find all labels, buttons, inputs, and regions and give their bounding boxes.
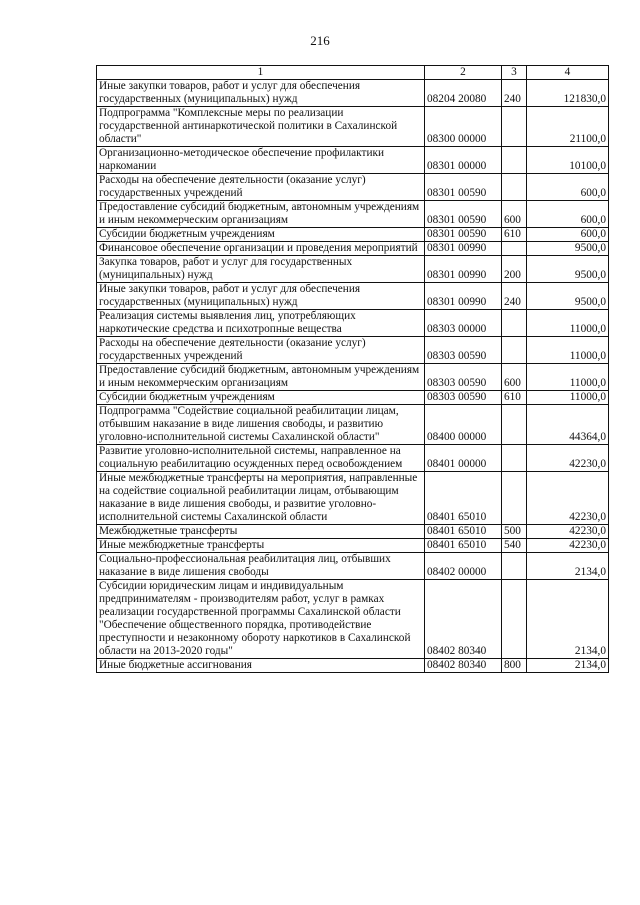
row-expense-type-cell [502,242,527,256]
row-expense-type-cell [502,337,527,364]
row-name-cell: Субсидии юридическим лицам и индивидуальным предпринимателям - производителям работ, услуг в рамках реализации государственной программы Сахалинской области "Обеспечение общественного порядка, противодействие преступности и незаконному обороту наркотиков в Сахалинской области на 2013-2020 годы" [97,580,425,659]
table-row [97,174,609,201]
row-expense-type-cell: 800 [502,659,527,673]
column-header: 1 [97,66,425,80]
row-code-cell: 08300 00000 [425,107,502,147]
row-expense-type-cell: 600 [502,364,527,391]
column-header: 2 [425,66,502,80]
row-name-cell: Социально-профессиональная реабилитация лиц, отбывших наказание в виде лишения свободы [97,553,425,580]
row-name-cell: Расходы на обеспечение деятельности (оказание услуг) государственных учреждений [97,337,425,364]
table-row [97,391,609,405]
table-row [97,147,609,174]
table-row [97,242,609,256]
row-name-cell: Предоставление субсидий бюджетным, автономным учреждениям и иным некоммерческим организациям [97,364,425,391]
row-code-cell: 08303 00590 [425,337,502,364]
row-amount-cell: 11000,0 [527,337,609,364]
row-code-cell: 08402 00000 [425,553,502,580]
table-row [97,525,609,539]
row-code-cell: 08301 00590 [425,174,502,201]
row-expense-type-cell [502,147,527,174]
table-row [97,80,609,107]
row-name-cell: Иные бюджетные ассигнования [97,659,425,673]
row-expense-type-cell [502,174,527,201]
row-code-cell: 08301 00000 [425,147,502,174]
row-expense-type-cell [502,405,527,445]
table-row [97,539,609,553]
row-name-cell: Межбюджетные трансферты [97,525,425,539]
row-expense-type-cell [502,580,527,659]
row-code-cell: 08401 65010 [425,539,502,553]
row-expense-type-cell [502,472,527,525]
row-name-cell: Подпрограмма "Содействие социальной реабилитации лицам, отбывшим наказание в виде лишения свободы, и развитию уголовно-исполнительной системы Сахалинской области" [97,405,425,445]
row-amount-cell: 42230,0 [527,445,609,472]
row-amount-cell: 11000,0 [527,391,609,405]
column-header: 4 [527,66,609,80]
column-header: 3 [502,66,527,80]
table-row [97,364,609,391]
row-amount-cell: 42230,0 [527,539,609,553]
row-amount-cell: 600,0 [527,201,609,228]
row-code-cell: 08401 00000 [425,445,502,472]
row-name-cell: Субсидии бюджетным учреждениям [97,228,425,242]
row-code-cell: 08402 80340 [425,659,502,673]
row-code-cell: 08401 65010 [425,525,502,539]
row-code-cell: 08402 80340 [425,580,502,659]
row-expense-type-cell: 240 [502,283,527,310]
row-name-cell: Закупка товаров, работ и услуг для государственных (муниципальных) нужд [97,256,425,283]
row-expense-type-cell: 600 [502,201,527,228]
row-code-cell: 08303 00590 [425,364,502,391]
row-name-cell: Субсидии бюджетным учреждениям [97,391,425,405]
row-amount-cell: 2134,0 [527,659,609,673]
row-name-cell: Предоставление субсидий бюджетным, автономным учреждениям и иным некоммерческим организациям [97,201,425,228]
page-number: 216 [310,33,330,48]
table-row [97,256,609,283]
row-name-cell: Иные закупки товаров, работ и услуг для обеспечения государственных (муниципальных) нужд [97,283,425,310]
table-row [97,228,609,242]
row-name-cell: Иные межбюджетные трансферты на мероприятия, направленные на содействие социальной реабилитации лицам, отбывающим наказание в виде лишения свободы, и развитие уголовно-исполнительной системы Сахалинской области [97,472,425,525]
table-row [97,659,609,673]
row-code-cell: 08301 00590 [425,201,502,228]
row-amount-cell: 42230,0 [527,472,609,525]
row-amount-cell: 11000,0 [527,364,609,391]
table-row [97,472,609,525]
table-row [97,405,609,445]
row-expense-type-cell [502,553,527,580]
row-amount-cell: 9500,0 [527,283,609,310]
row-amount-cell: 10100,0 [527,147,609,174]
row-code-cell: 08401 65010 [425,472,502,525]
row-name-cell: Подпрограмма "Комплексные меры по реализации государственной антинаркотической политики в Сахалинской области" [97,107,425,147]
row-code-cell: 08400 00000 [425,405,502,445]
row-name-cell: Финансовое обеспечение организации и проведения мероприятий [97,242,425,256]
row-code-cell: 08204 20080 [425,80,502,107]
row-name-cell: Иные межбюджетные трансферты [97,539,425,553]
table-row [97,553,609,580]
row-amount-cell: 2134,0 [527,553,609,580]
row-code-cell: 08303 00590 [425,391,502,405]
header-row [97,66,609,80]
row-amount-cell: 21100,0 [527,107,609,147]
table-row [97,201,609,228]
table-row [97,283,609,310]
table-row [97,337,609,364]
table-row [97,445,609,472]
row-expense-type-cell: 500 [502,525,527,539]
row-amount-cell: 600,0 [527,174,609,201]
row-name-cell: Реализация системы выявления лиц, употребляющих наркотические средства и психотропные вещества [97,310,425,337]
row-amount-cell: 2134,0 [527,580,609,659]
table-row [97,310,609,337]
row-name-cell: Иные закупки товаров, работ и услуг для обеспечения государственных (муниципальных) нужд [97,80,425,107]
row-name-cell: Развитие уголовно-исполнительной системы, направленное на социальную реабилитацию осужденных перед освобождением [97,445,425,472]
row-amount-cell: 9500,0 [527,242,609,256]
row-code-cell: 08301 00990 [425,256,502,283]
row-expense-type-cell [502,445,527,472]
row-code-cell: 08301 00990 [425,242,502,256]
row-amount-cell: 11000,0 [527,310,609,337]
row-expense-type-cell: 540 [502,539,527,553]
budget-table [96,65,609,673]
row-code-cell: 08301 00590 [425,228,502,242]
row-code-cell: 08301 00990 [425,283,502,310]
row-name-cell: Расходы на обеспечение деятельности (оказание услуг) государственных учреждений [97,174,425,201]
row-amount-cell: 9500,0 [527,256,609,283]
row-expense-type-cell: 610 [502,228,527,242]
row-amount-cell: 121830,0 [527,80,609,107]
row-expense-type-cell: 610 [502,391,527,405]
row-expense-type-cell: 200 [502,256,527,283]
row-amount-cell: 42230,0 [527,525,609,539]
row-expense-type-cell: 240 [502,80,527,107]
row-expense-type-cell [502,107,527,147]
table-row [97,107,609,147]
row-amount-cell: 600,0 [527,228,609,242]
row-code-cell: 08303 00000 [425,310,502,337]
table-row [97,580,609,659]
row-expense-type-cell [502,310,527,337]
row-amount-cell: 44364,0 [527,405,609,445]
row-name-cell: Организационно-методическое обеспечение профилактики наркомании [97,147,425,174]
